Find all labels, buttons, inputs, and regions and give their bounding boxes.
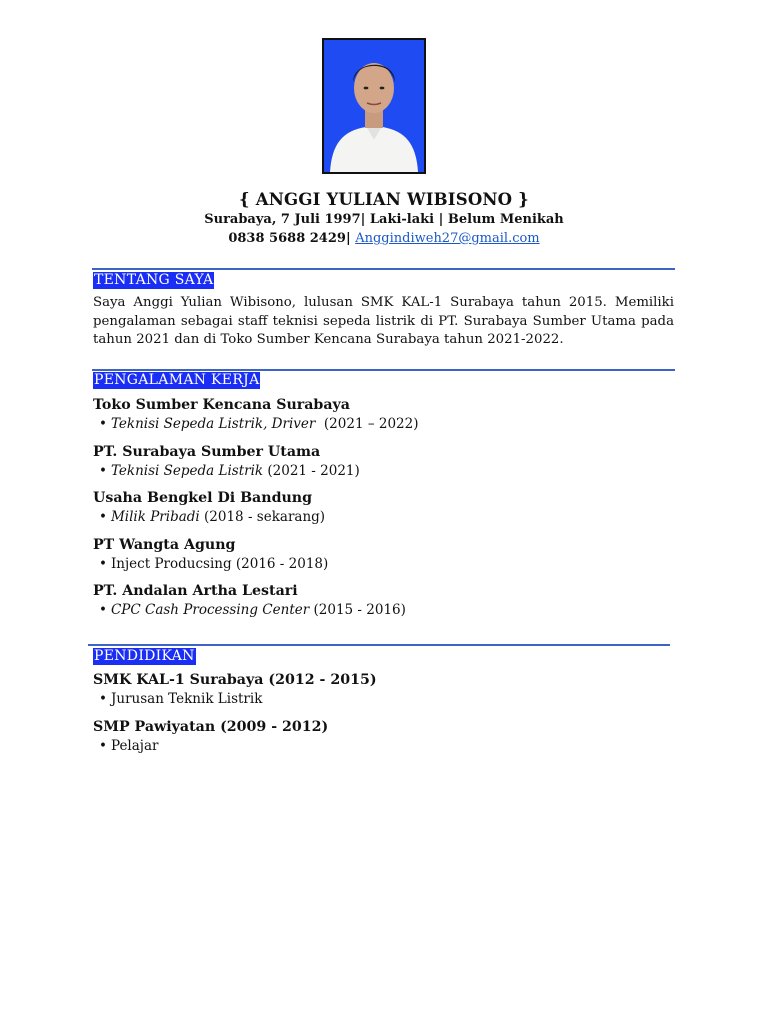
school-name: SMK KAL-1 Surabaya (2012 - 2015) [93, 672, 377, 688]
job-detail: • Milik Pribadi (2018 - sekarang) [99, 509, 326, 525]
section-title-education: PENDIDIKAN [94, 648, 195, 664]
personal-info: Surabaya, 7 Juli 1997| Laki-laki | Belum Menikah [204, 212, 564, 227]
job-detail: • Teknisi Sepeda Listrik, Driver (2021 – 2022) [99, 416, 419, 432]
job-detail: • Inject Producsing (2016 - 2018) [99, 556, 329, 572]
school-detail: • Jurusan Teknik Listrik [99, 691, 263, 707]
company-name: Toko Sumber Kencana Surabaya [93, 397, 350, 413]
job-period: (2015 - 2016) [309, 602, 406, 618]
job-period: (2021 – 2022) [315, 416, 419, 432]
section-divider [92, 268, 675, 270]
education-item [93, 718, 693, 756]
school-name: SMP Pawiyatan (2009 - 2012) [93, 719, 329, 735]
job-period: (2021 - 2021) [263, 463, 360, 479]
contact-line [0, 231, 768, 246]
job-period: (2018 - sekarang) [199, 509, 326, 525]
experience-item [93, 443, 693, 481]
section-divider [92, 369, 675, 371]
experience-item [93, 536, 693, 574]
job-role: Teknisi Sepeda Listrik, Driver [110, 416, 316, 432]
education-item [93, 671, 693, 709]
person-portrait-icon [324, 40, 424, 172]
job-role: Teknisi Sepeda Listrik [110, 463, 264, 479]
section-title-experience: PENGALAMAN KERJA [94, 372, 260, 388]
section-divider [88, 644, 670, 646]
section-title-about: TENTANG SAYA [94, 272, 214, 288]
job-role: Milik Pribadi [110, 509, 200, 525]
school-detail: • Pelajar [99, 738, 159, 754]
experience-item [93, 582, 693, 620]
about-text: Saya Anggi Yulian Wibisono, lulusan SMK KAL-1 Surabaya tahun 2015. Memiliki pengalaman sebagai staff teknisi sepeda listrik di PT. Surabaya Sumber Utama pada tahun 2021 dan di Toko Sumber Kencana Surabaya tahun 2021-2022. [93, 295, 674, 347]
job-detail: • CPC Cash Processing Center (2015 - 2016) [99, 602, 406, 618]
company-name: PT. Andalan Artha Lestari [93, 583, 298, 599]
email-link[interactable]: Anggindiweh27@gmail.com [355, 231, 540, 246]
experience-item [93, 396, 693, 434]
job-role: CPC Cash Processing Center [110, 602, 310, 618]
company-name: Usaha Bengkel Di Bandung [93, 490, 313, 506]
job-detail: • Teknisi Sepeda Listrik (2021 - 2021) [99, 463, 360, 479]
job-period: Inject Producsing (2016 - 2018) [110, 556, 329, 572]
company-name: PT. Surabaya Sumber Utama [93, 444, 321, 460]
company-name: PT Wangta Agung [93, 537, 236, 553]
profile-photo [322, 38, 426, 174]
phone-number: 0838 5688 2429| [228, 231, 351, 246]
experience-item [93, 489, 693, 527]
full-name: { ANGGI YULIAN WIBISONO } [238, 190, 529, 209]
